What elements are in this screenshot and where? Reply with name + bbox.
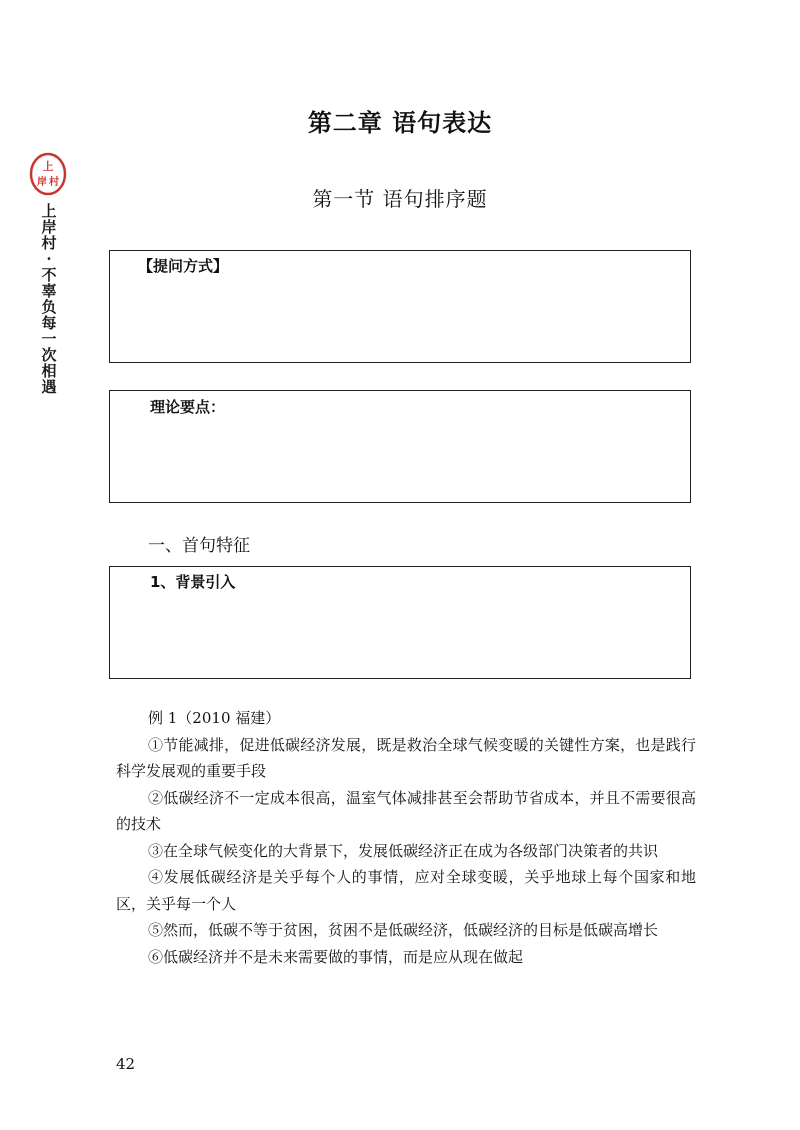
example-item-5: ⑤然而，低碳不等于贫困，贫困不是低碳经济，低碳经济的目标是低碳高增长: [148, 921, 659, 939]
vertical-slogan-char: 遇: [41, 378, 57, 396]
page-number: 42: [116, 1055, 136, 1073]
question-method-box: [109, 250, 691, 363]
vertical-slogan-char: 上: [41, 202, 57, 220]
logo-char-1: 上: [42, 160, 54, 173]
vertical-slogan-char: 一: [41, 330, 57, 348]
vertical-slogan-char: 每: [41, 314, 57, 332]
example-item-3: ③在全球气候变化的大背景下，发展低碳经济正在成为各级部门决策者的共识: [148, 841, 659, 860]
chapter-title: 第二章 语句表达: [307, 108, 493, 137]
first-sentence-heading: 一、首句特征: [148, 536, 250, 556]
example-item-6: ⑥低碳经济并不是未来需要做的事情，而是应从现在做起: [148, 947, 524, 966]
example-title: 例 1（2010 福建）: [148, 709, 281, 727]
logo-char-2: 岸: [37, 177, 47, 188]
vertical-slogan-char: 相: [41, 362, 57, 380]
question-method-label: 【提问方式】: [138, 257, 229, 275]
vertical-slogan-char: 辜: [41, 282, 57, 300]
vertical-slogan-char: ·: [46, 250, 52, 268]
vertical-slogan: [38, 204, 60, 396]
theory-points-box: [109, 390, 691, 503]
background-intro-box: [109, 566, 691, 679]
example-item-2: ②低碳经济不一定成本很高，温室气体减排甚至会帮助节省成本，并且不需要很高的技术: [116, 788, 696, 833]
logo-char-3: 村: [49, 177, 59, 188]
theory-points-label: 理论要点：: [150, 398, 226, 416]
example-item-4: ④发展低碳经济是关乎每个人的事情，应对全球变暖，关乎地球上每个国家和地区，关乎每一个人: [116, 868, 696, 913]
section-title: 第一节 语句排序题: [312, 187, 488, 211]
vertical-slogan-char: 次: [41, 346, 57, 364]
vertical-slogan-char: 村: [41, 234, 57, 252]
background-intro-label: 1、背景引入: [150, 573, 236, 591]
vertical-slogan-char: 负: [41, 298, 57, 316]
example-block: [116, 705, 696, 970]
example-item-1: ①节能减排，促进低碳经济发展，既是救治全球气候变暖的关键性方案，也是践行科学发展观的重要手段: [116, 735, 696, 780]
vertical-slogan-char: 岸: [41, 218, 57, 236]
vertical-slogan-char: 不: [41, 266, 57, 284]
